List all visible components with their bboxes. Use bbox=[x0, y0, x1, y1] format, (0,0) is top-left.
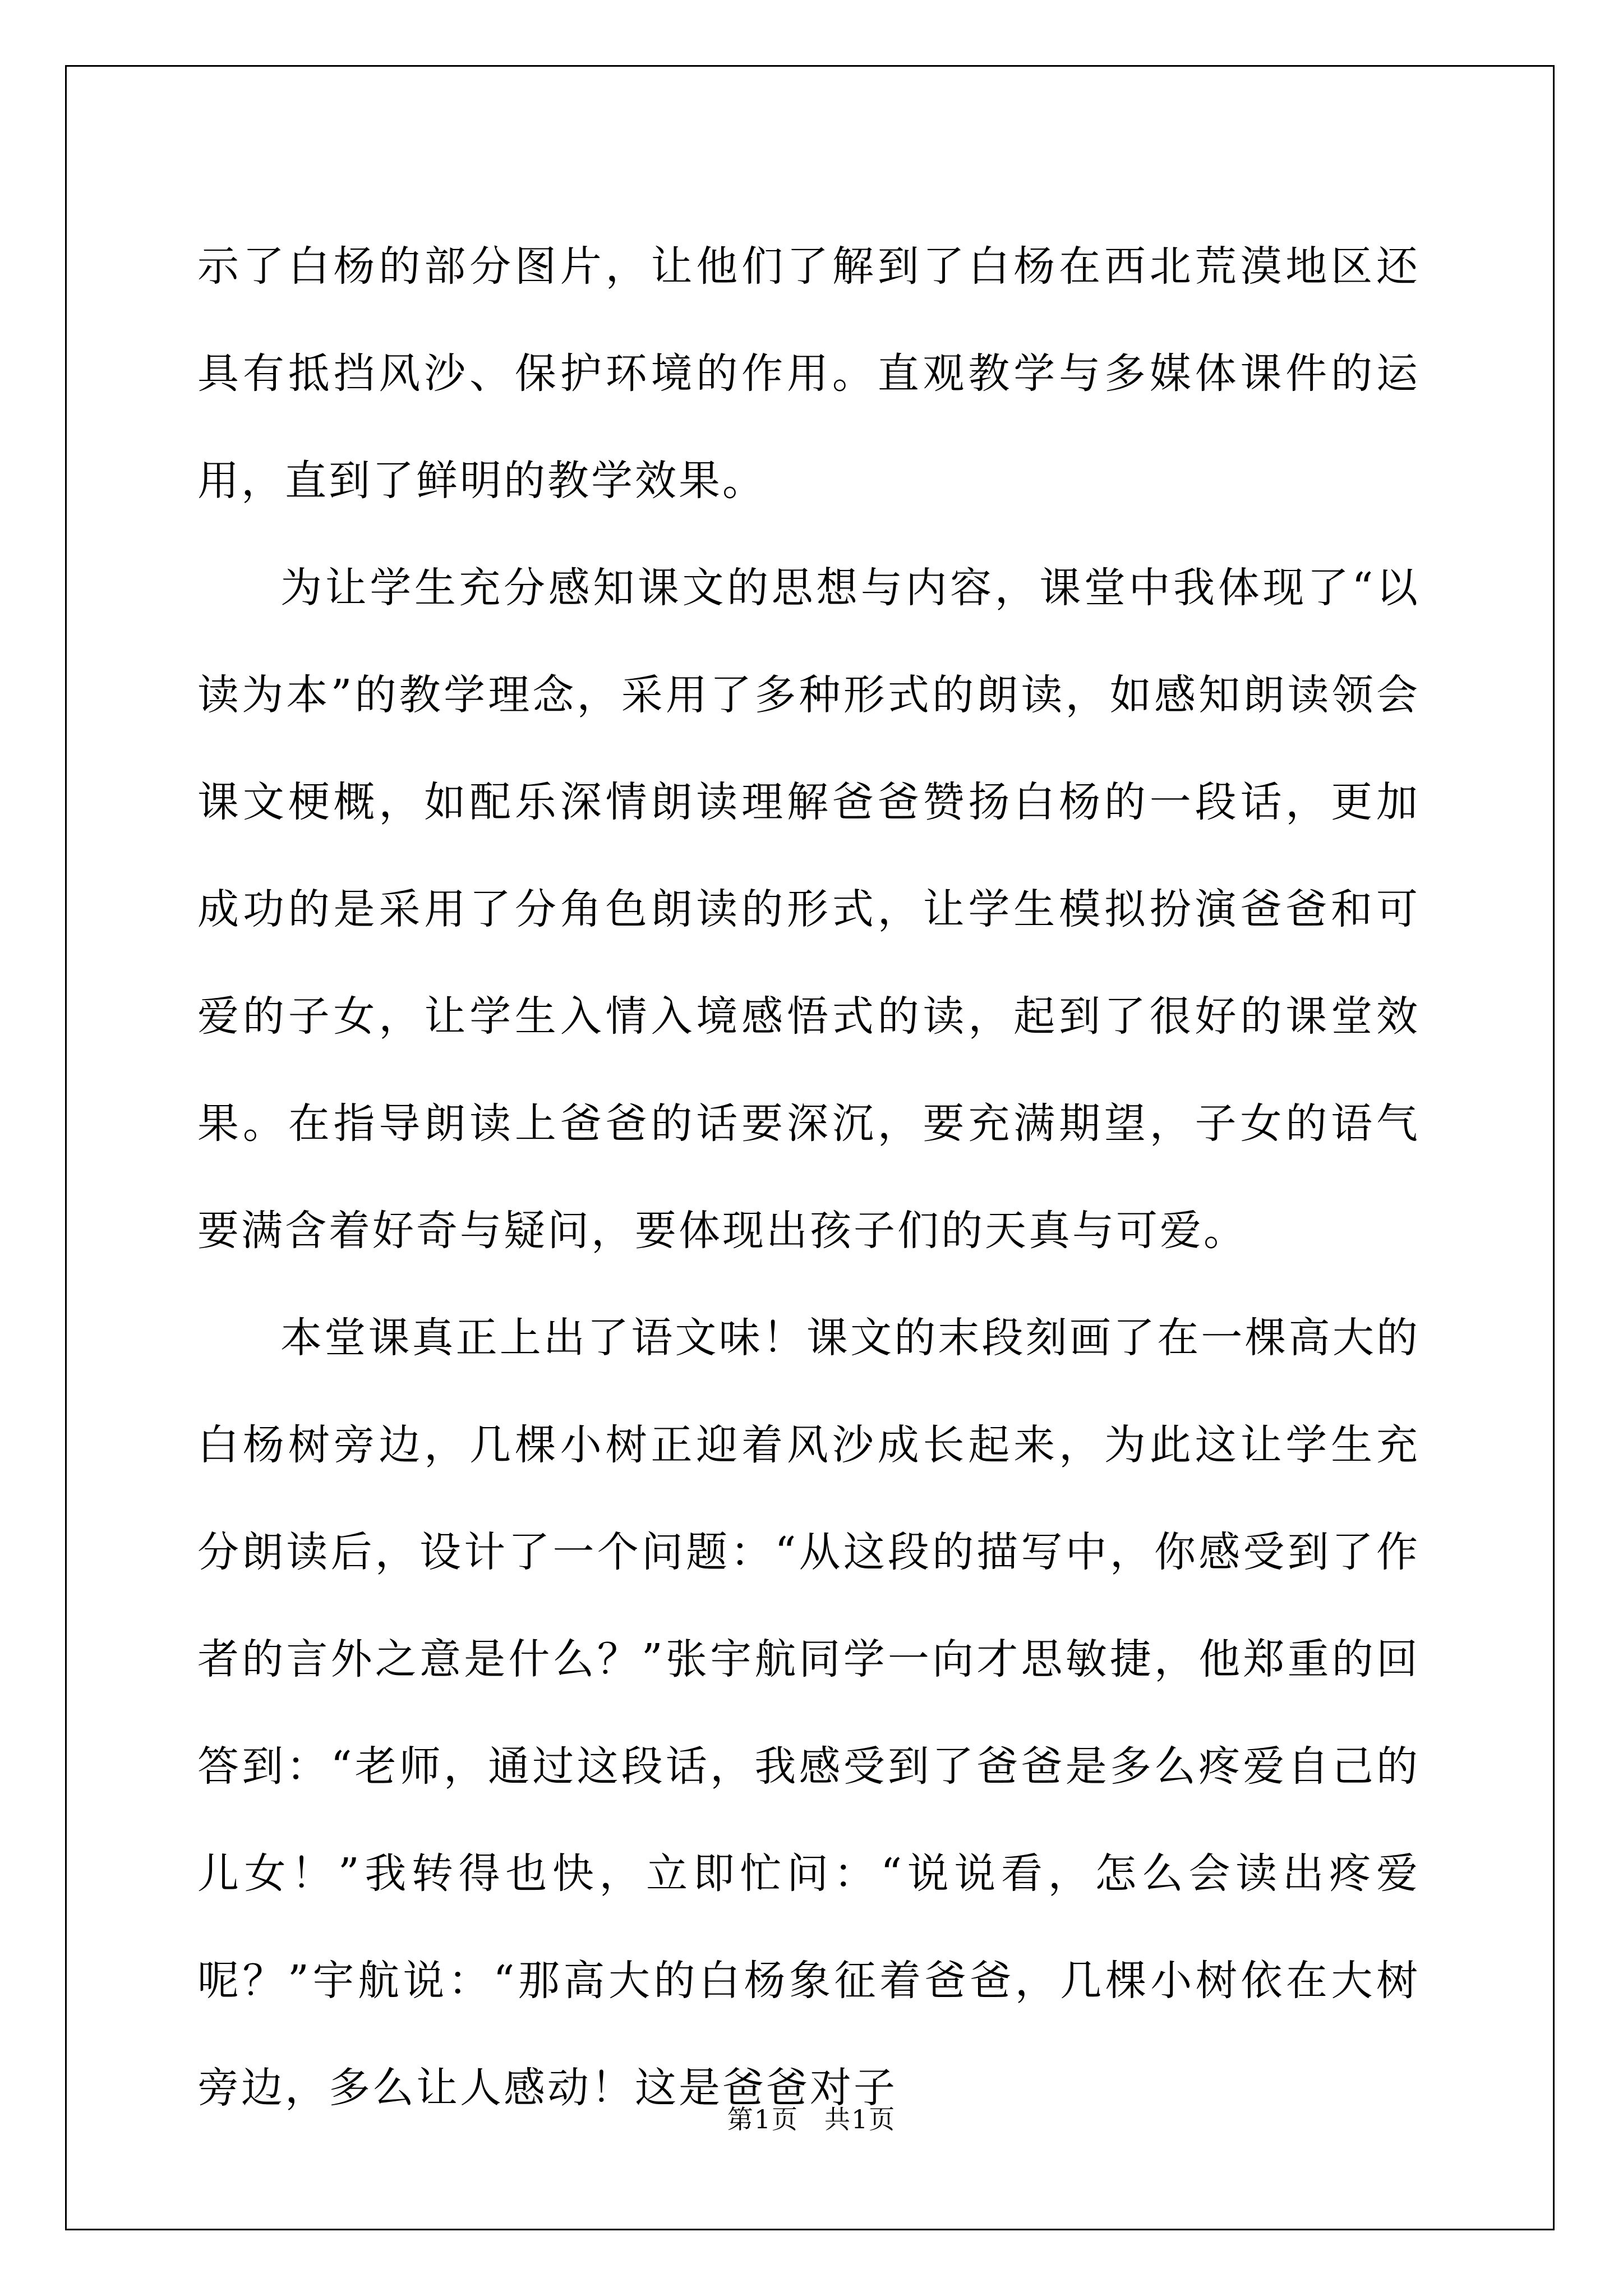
page-total: 共1页 bbox=[824, 2104, 896, 2134]
document-body bbox=[197, 213, 1420, 2142]
paragraph-1: 示了白杨的部分图片，让他们了解到了白杨在西北荒漠地区还具有抵挡风沙、保护环境的作用。直观教学与多媒体课件的运用，直到了鲜明的教学效果。 bbox=[197, 242, 1420, 505]
page-number: 第1页 bbox=[727, 2104, 799, 2134]
page-footer bbox=[0, 2102, 1623, 2136]
paragraph-2: 为让学生充分感知课文的思想与内容，课堂中我体现了“以读为本”的教学理念，采用了多种形式的朗读，如感知朗读领会课文梗概，如配乐深情朗读理解爸爸赞扬白杨的一段话，更加成功的是采用了分角色朗读的形式，让学生模拟扮演爸爸和可爱的子女，让学生入情入境感悟式的读，起到了很好的课堂效果。在指导朗读上爸爸的话要深沉，要充满期望，子女的语气要满含着好奇与疑问，要体现出孩子们的天真与可爱。 bbox=[197, 564, 1420, 1255]
paragraph-3: 本堂课真正上出了语文味！课文的末段刻画了在一棵高大的白杨树旁边，几棵小树正迎着风沙成长起来，为此这让学生充分朗读后，设计了一个问题：“从这段的描写中，你感受到了作者的言外之意是什么？”张宇航同学一向才思敏捷，他郑重的回答到：“老师，通过这段话，我感受到了爸爸是多么疼爱自己的儿女！”我转得也快，立即忙问：“说说看，怎么会读出疼爱呢？”宇航说：“那高大的白杨象征着爸爸，几棵小树依在大树旁边，多么让人感动！这是爸爸对子 bbox=[197, 1314, 1420, 2112]
